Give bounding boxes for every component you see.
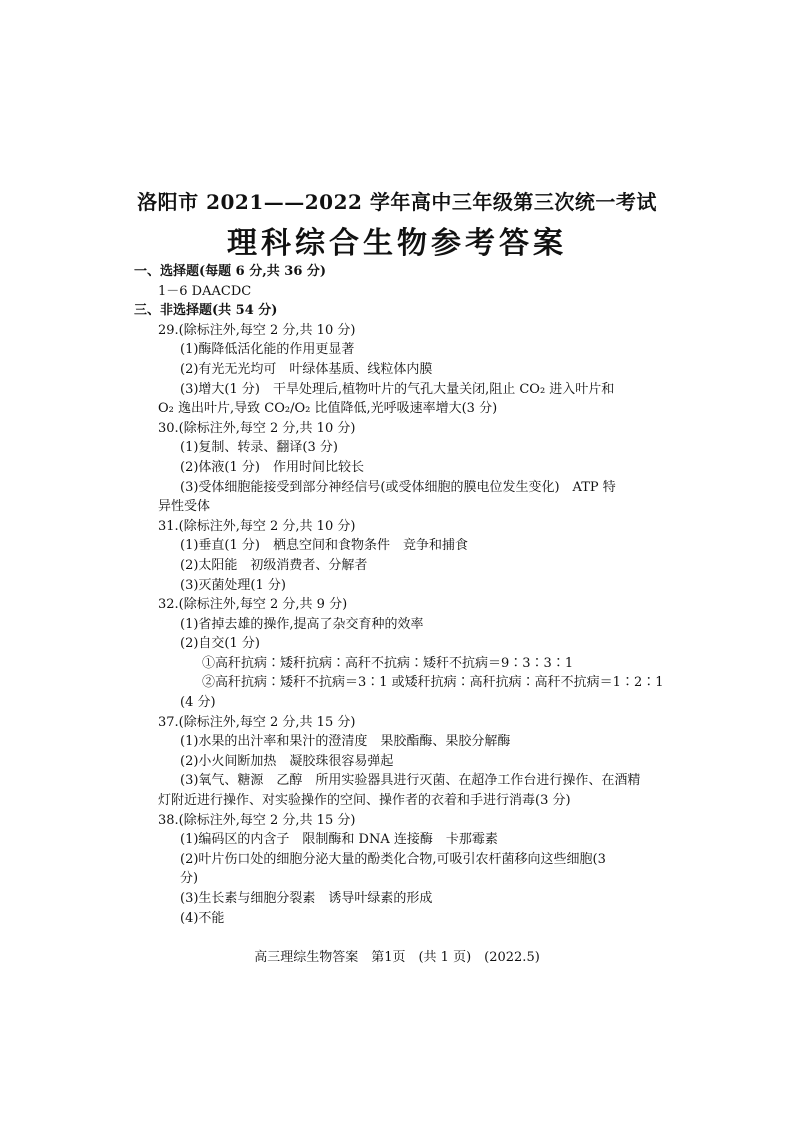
answer-line: 灯附近进行操作、对实验操作的空间、操作者的衣着和手进行消毒(3 分) xyxy=(158,793,571,809)
answer-line: (4 分) xyxy=(180,695,216,711)
section-heading: 一、选择题(每题 6 分,共 36 分) xyxy=(134,264,327,279)
answer-line: (4)不能 xyxy=(180,910,225,926)
answer-line: (3)氧气、糖源 乙醇 所用实验器具进行灭菌、在超净工作台进行操作、在酒精 xyxy=(180,773,641,789)
answer-line: (2)小火间断加热 凝胶珠很容易弹起 xyxy=(180,753,394,769)
answer-line: (3)生长素与细胞分裂素 诱导叶绿素的形成 xyxy=(180,891,433,906)
answer-line: (1)复制、转录、翻译(3 分) xyxy=(180,440,338,456)
answer-line: 31.(除标注外,每空 2 分,共 10 分) xyxy=(158,518,356,534)
answer-line: (2)太阳能 初级消费者、分解者 xyxy=(180,557,368,573)
section-heading: 三、非选择题(共 54 分) xyxy=(134,303,278,319)
answer-line: O₂ 逸出叶片,导致 CO₂/O₂ 比值降低,光呼吸速率增大(3 分) xyxy=(158,401,498,417)
answer-line: (1)酶降低活化能的作用更显著 xyxy=(180,342,355,358)
answer-line: ①高秆抗病∶矮秆抗病∶高秆不抗病∶矮秆不抗病＝9∶3∶3∶1 xyxy=(202,655,574,671)
answer-line: (2)有光无光均可 叶绿体基质、线粒体内膜 xyxy=(180,361,433,377)
answer-line: 32.(除标注外,每空 2 分,共 9 分) xyxy=(158,597,348,613)
answer-content xyxy=(134,262,674,928)
answer-line: 分) xyxy=(180,871,199,887)
exam-title: 洛阳市 2021——2022 学年高中三年级第三次统一考试 xyxy=(137,190,657,214)
answer-line: 1－6 DAACDC xyxy=(158,283,252,299)
answer-line: (2)叶片伤口处的细胞分泌大量的酚类化合物,可吸引农杆菌移向这些细胞(3 xyxy=(180,851,606,867)
answer-line: (3)灭菌处理(1 分) xyxy=(180,577,286,593)
answer-line: 30.(除标注外,每空 2 分,共 10 分) xyxy=(158,420,356,436)
answer-line: 38.(除标注外,每空 2 分,共 15 分) xyxy=(158,812,356,828)
answer-line: (1)编码区的内含子 限制酶和 DNA 连接酶 卡那霉素 xyxy=(180,832,498,848)
page-footer: 高三理综生物答案 第1页 (共 1 页) (2022.5) xyxy=(254,950,540,965)
answer-line: 37.(除标注外,每空 2 分,共 15 分) xyxy=(158,714,356,730)
answer-line: 异性受体 xyxy=(158,499,211,515)
answer-key-title: 理科综合生物参考答案 xyxy=(227,226,567,261)
answer-line: (2)自交(1 分) xyxy=(180,636,260,652)
answer-line: 29.(除标注外,每空 2 分,共 10 分) xyxy=(158,322,356,338)
answer-line: (3)受体细胞能接受到部分神经信号(或受体细胞的膜电位发生变化) ATP 特 xyxy=(180,479,616,495)
answer-line: (1)垂直(1 分) 栖息空间和食物条件 竞争和捕食 xyxy=(180,538,468,554)
answer-line: (3)增大(1 分) 干旱处理后,植物叶片的气孔大量关闭,阻止 CO₂ 进入叶片和 xyxy=(180,381,615,397)
answer-line: ②高秆抗病∶矮秆不抗病＝3∶1 或矮秆抗病∶高秆抗病∶高秆不抗病＝1∶2∶1 xyxy=(202,675,664,691)
answer-line: (1)水果的出汁率和果汁的澄清度 果胶酯酶、果胶分解酶 xyxy=(180,734,511,750)
answer-line: (2)体液(1 分) 作用时间比较长 xyxy=(180,459,364,475)
answer-line: (1)省掉去雄的操作,提高了杂交育种的效率 xyxy=(180,616,424,632)
